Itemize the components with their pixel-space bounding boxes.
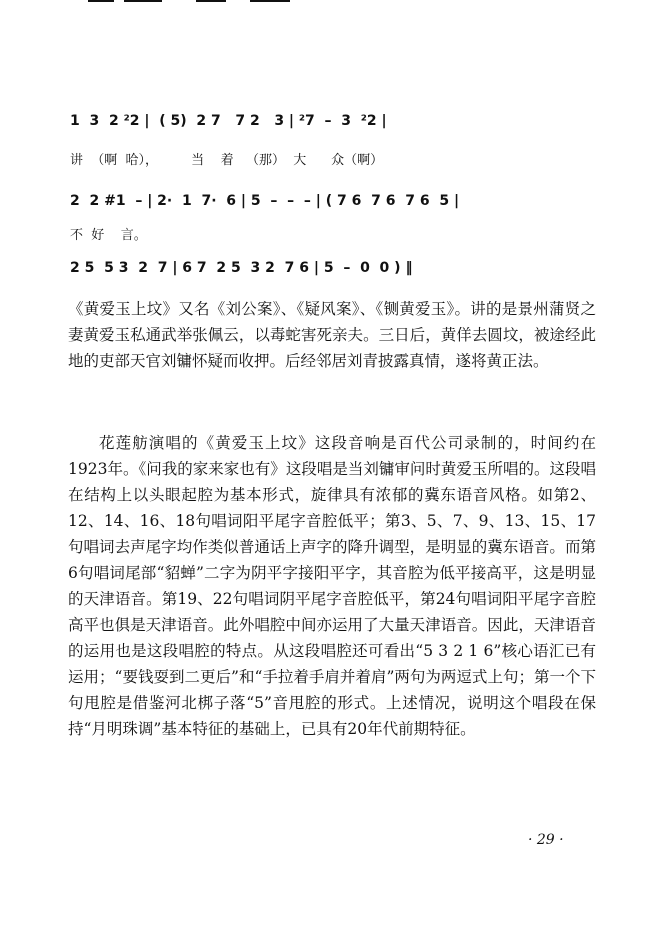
top-rule-2 (124, 0, 162, 2)
score-row-1-notes: 1 3 2 ²2 | ( 5) 2 7 7 2 3 | ²7 – 3 ²2 | (70, 113, 387, 129)
score-row-2-notes: 2 2 #1 – | 2· 1 7· 6 | 5 – – – | ( 7 6 7 6 7 6 5 | (70, 193, 460, 209)
paragraph-analysis: 花莲舫演唱的《黄爱玉上坟》这段音响是百代公司录制的，时间约在1923年。《问我的家来家也有》这段唱是当刘镛审问时黄爱玉所唱的。这段唱在结构上以头眼起腔为基本形式，旋律具有浓郁的冀东语音风格。如第2、12、14、16、18句唱词阳平尾字音腔低平；第3、5、7、9、13、15、17句唱词去声尾字均作类似普通话上声字的降升调型，是明显的冀东语音。而第6句唱词尾部“貂蝉”二字为阴平字接阳平字，其音腔为低平接高平，这是明显的天津语音。第19、22句唱词阴平尾字音腔低平，第24句唱词阳平尾字音腔高平也俱是天津语音。此外唱腔中间亦运用了大量天津语音。因此，天津语音的运用也是这段唱腔的特点。从这段唱腔还可看出“5 3 2 1 6”核心语汇已有运用；“要钱耍到二更后”和“手拉着手肩并着肩”两句为两逗式上句；第一个下句甩腔是借鉴河北梆子落“5”音甩腔的形式。上述情况，说明这个唱段在保持“月明珠调”基本特征的基础上，已具有20年代前期特征。 (68, 434, 596, 738)
top-rule-1 (88, 0, 114, 2)
score-row-2-lyrics: 不 好 言。 (70, 228, 147, 243)
top-rule-3 (196, 0, 226, 2)
score-row-3-notes: 2 5 5 3 2 7 | 6 7 2 5 3 2 7 6 | 5 – 0 0 ) ‖ (70, 260, 413, 276)
top-rule-4 (250, 0, 290, 2)
paragraph-synopsis: 《黄爱玉上坟》又名《刘公案》、《疑风案》、《铡黄爱玉》。讲的是景州蒲贤之妻黄爱玉私通武举张佩云，以毒蛇害死亲夫。三日后，黄佯去圆坟，被途经此地的吏部天官刘镛怀疑而收押。后经邻居刘青披露真情，遂将黄正法。 (68, 300, 596, 370)
score-row-1-lyrics: 讲 （啊 哈）， 当 着 （那） 大 众（啊） (70, 153, 384, 168)
page-number: · 29 · (528, 832, 564, 848)
